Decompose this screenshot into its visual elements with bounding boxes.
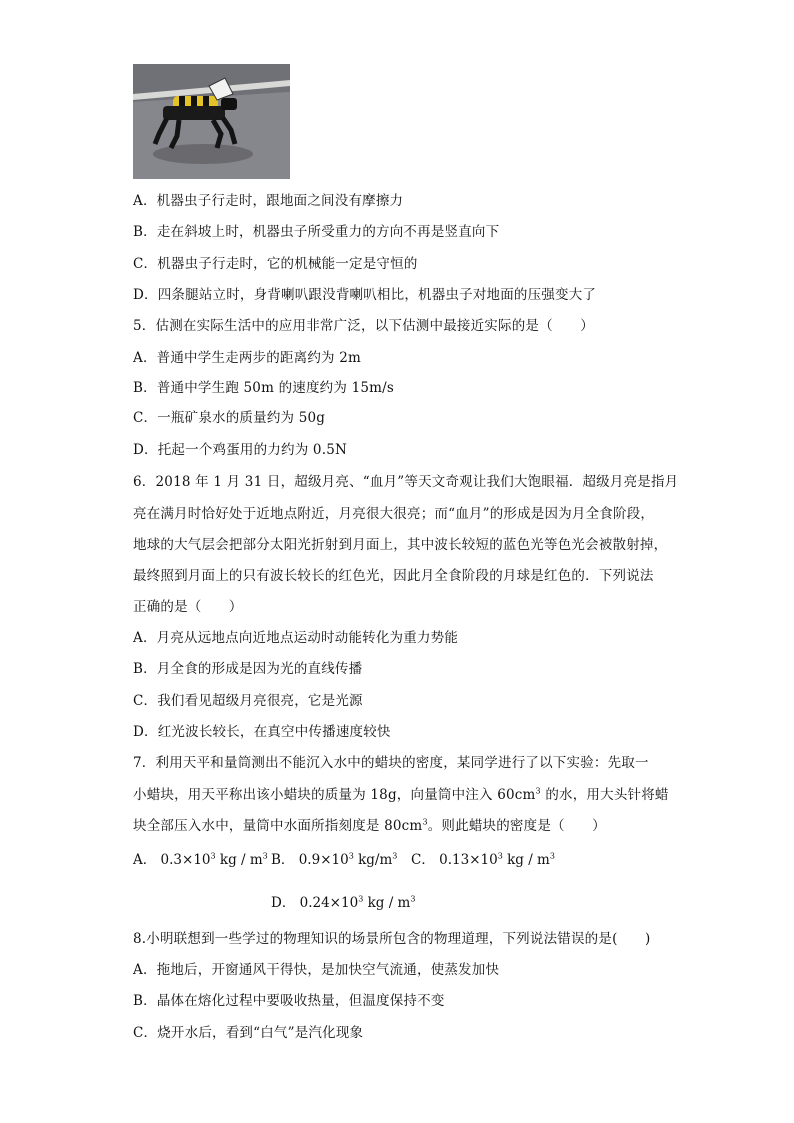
q7-stem-line-1: 7．利用天平和量筒测出不能沉入水中的蜡块的密度，某同学进行了以下实验：先取一 — [133, 755, 649, 771]
q6-option-d: D．红光波长较长，在真空中传播速度较快 — [133, 724, 391, 740]
q4-option-a: A．机器虫子行走时，跟地面之间没有摩擦力 — [133, 193, 404, 209]
q7-option-a-unit-exp: 3 — [262, 851, 268, 861]
q6-option-b: B．月全食的形成是因为光的直线传播 — [133, 661, 363, 677]
q6-option-c: C．我们看见超级月亮很亮，它是光源 — [133, 693, 363, 709]
q7-stem-line-2 — [133, 785, 669, 805]
q7-option-b-label: B． — [271, 852, 295, 868]
q7-option-b — [271, 850, 397, 870]
q7-option-b-exp: 3 — [348, 851, 354, 861]
q7-option-d-unit-exp: 3 — [410, 894, 416, 904]
q4-option-b: B．走在斜坡上时，机器虫子所受重力的方向不再是竖直向下 — [133, 224, 500, 240]
q7-line2-text-end: 的水，用大头针将蜡 — [540, 787, 669, 803]
q5-option-b: B．普通中学生跑 50m 的速度约为 15m/s — [133, 380, 395, 396]
q7-option-a-unit: kg / m — [219, 852, 263, 868]
q8-stem: 8.小明联想到一些学过的物理知识的场景所包含的物理道理，下列说法错误的是( ) — [133, 931, 651, 947]
q4-option-d: D．四条腿站立时，身背喇叭跟没背喇叭相比，机器虫子对地面的压强变大了 — [133, 287, 597, 303]
q7-option-d-label: D． — [271, 895, 296, 911]
q7-option-c-unit: kg / m — [507, 852, 550, 868]
q7-option-a — [133, 850, 268, 870]
q5-option-a: A．普通中学生走两步的距离约为 2m — [133, 350, 362, 366]
q7-option-b-unit-exp: 3 — [392, 851, 398, 861]
q5-option-c: C．一瓶矿泉水的质量约为 50g — [133, 410, 326, 426]
q7-line3-text: 块全部压入水中，量筒中水面所指刻度是 80cm — [133, 818, 423, 834]
q7-stem-line-3 — [133, 816, 606, 836]
q6-stem-line-2: 亮在满月时恰好处于近地点附近，月亮很大很亮；而“血月”的形成是因为月全食阶段， — [133, 506, 655, 522]
q7-line3-text-end: 。则此蜡块的密度是（ ） — [427, 818, 606, 834]
q7-option-c-unit-exp: 3 — [549, 851, 555, 861]
q7-line2-text: 小蜡块，用天平称出该小蜡块的质量为 18g，向量筒中注入 60cm — [133, 787, 536, 803]
q7-option-b-unit: kg/m — [358, 852, 393, 868]
q6-stem-line-1: 6．2018 年 1 月 31 日，超级月亮、“血月”等天文奇观让我们大饱眼福．超级月亮是指月 — [133, 474, 679, 490]
q7-option-a-label: A． — [133, 852, 157, 868]
q4-option-c: C．机器虫子行走时，它的机械能一定是守恒的 — [133, 256, 418, 272]
q5-option-d: D．托起一个鸡蛋用的力约为 0.5N — [133, 442, 347, 458]
q6-stem-line-5: 正确的是（ ） — [133, 599, 243, 615]
q7-option-d — [271, 893, 415, 913]
q6-stem-line-4: 最终照到月面上的只有波长较长的红色光，因此月全食阶段的月球是红色的．下列说法 — [133, 568, 654, 584]
q7-option-c — [411, 850, 555, 870]
q7-option-b-value: 0.9×10 — [298, 852, 349, 868]
q7-line2-sup: 3 — [535, 786, 541, 796]
q7-option-a-exp: 3 — [210, 851, 216, 861]
q7-option-c-value: 0.13×10 — [439, 852, 498, 868]
q7-option-c-exp: 3 — [497, 851, 503, 861]
q8-option-b: B．晶体在熔化过程中要吸收热量，但温度保持不变 — [133, 993, 445, 1009]
q7-option-d-value: 0.24×10 — [299, 895, 359, 911]
q7-option-d-exp: 3 — [358, 894, 364, 904]
q8-option-a: A．拖地后，开窗通风干得快，是加快空气流通，使蒸发加快 — [133, 962, 500, 978]
q7-option-c-label: C． — [411, 852, 435, 868]
q6-option-a: A．月亮从远地点向近地点运动时动能转化为重力势能 — [133, 630, 459, 646]
q7-line3-sup: 3 — [422, 817, 428, 827]
q7-option-d-unit: kg / m — [367, 895, 411, 911]
q5-stem: 5．估测在实际生活中的应用非常广泛，以下估测中最接近实际的是（ ） — [133, 318, 594, 334]
q7-option-a-value: 0.3×10 — [160, 852, 211, 868]
robot-dog-photo — [133, 64, 290, 179]
q6-stem-line-3: 地球的大气层会把部分太阳光折射到月面上，其中波长较短的蓝色光等色光会被散射掉， — [133, 537, 668, 553]
q8-option-c: C．烧开水后，看到“白气”是汽化现象 — [133, 1025, 364, 1041]
